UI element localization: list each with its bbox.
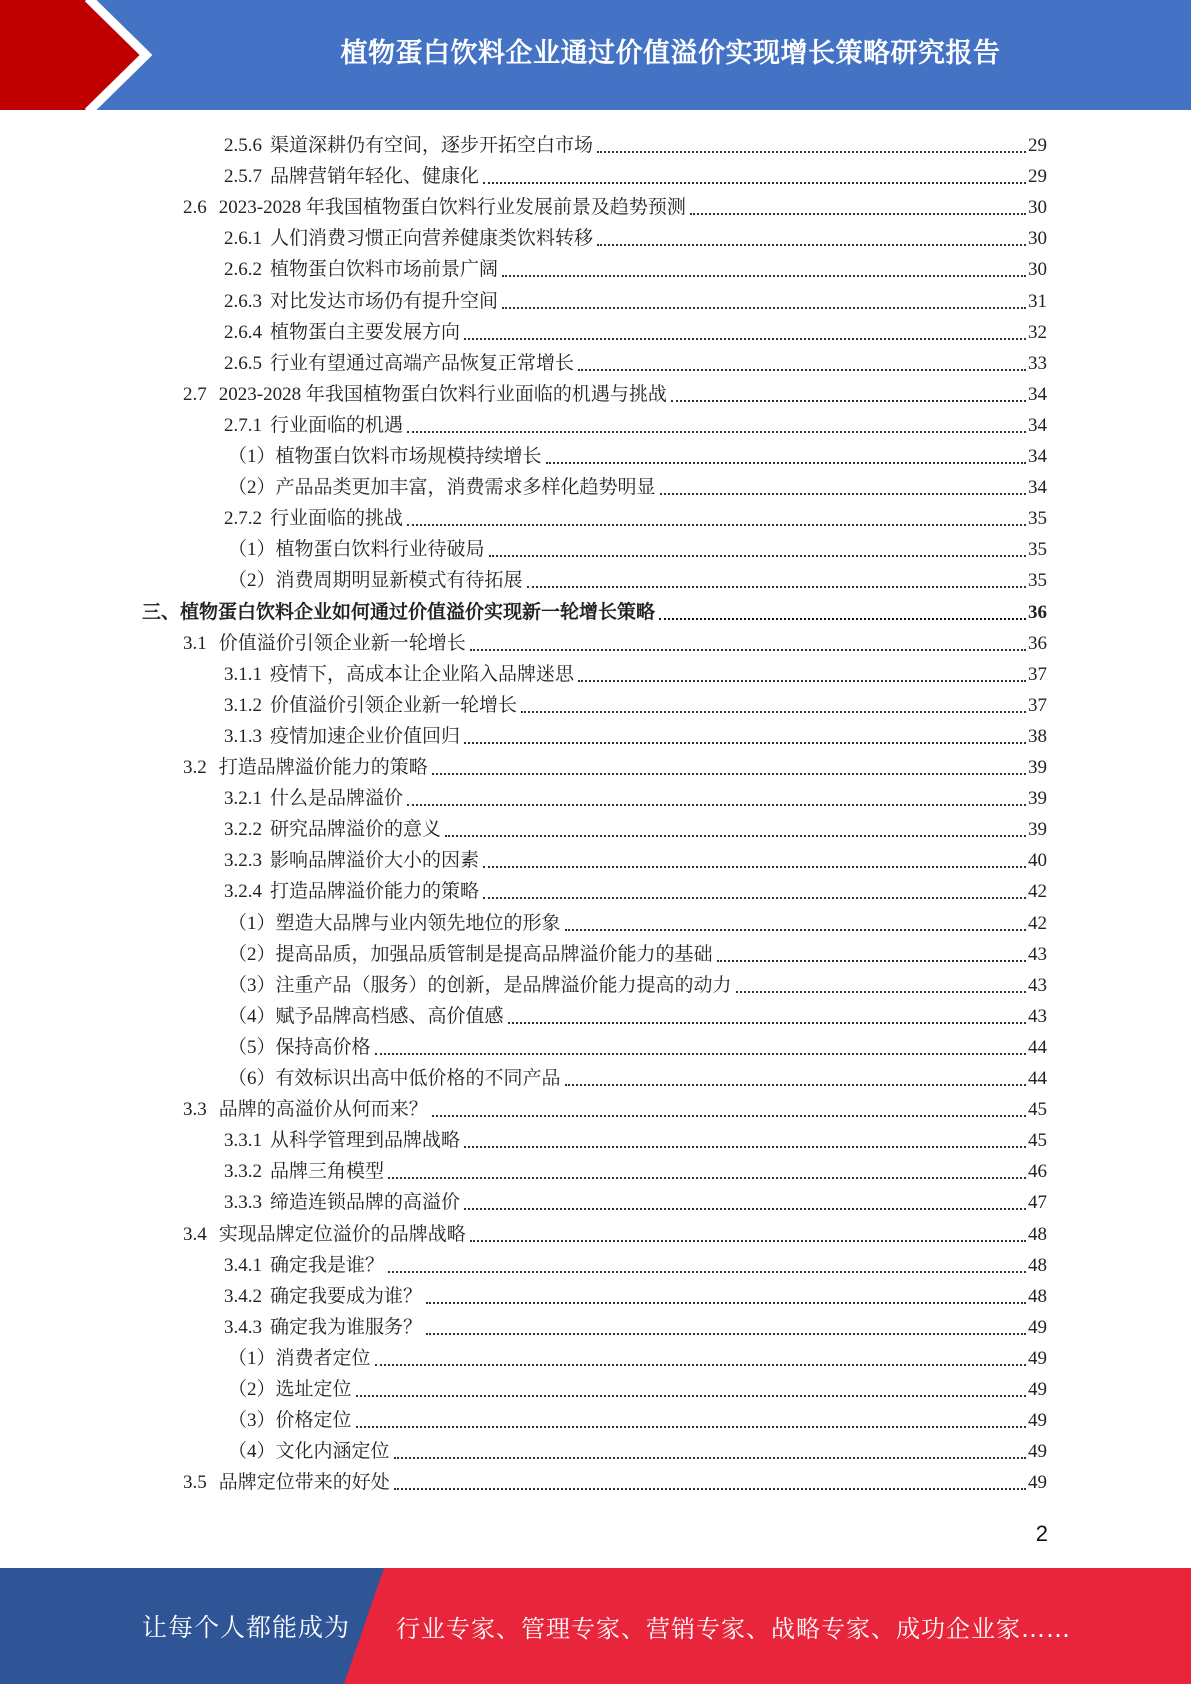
toc-leader-dots — [597, 151, 1026, 153]
toc-leader-dots — [388, 1177, 1026, 1179]
toc-entry-title: 行业有望通过高端产品恢复正常增长 — [270, 352, 575, 374]
toc-entry[interactable] — [224, 127, 1047, 158]
toc-entry-number: 3.1.1 — [224, 663, 262, 685]
toc-entry-page: 35 — [1028, 570, 1047, 592]
toc-entry-number: （2） — [228, 943, 276, 965]
toc-entry-number: 3.3.2 — [224, 1161, 262, 1183]
toc-entry[interactable] — [224, 220, 1047, 251]
toc-entry[interactable] — [228, 967, 1047, 998]
toc-entry-number: （1） — [228, 539, 276, 561]
toc-entry[interactable] — [224, 1278, 1047, 1309]
toc-leader-dots — [565, 1084, 1026, 1086]
toc-entry-page: 44 — [1028, 1036, 1047, 1058]
toc-entry-number: 2.7.1 — [224, 414, 262, 436]
toc-entry-title: 提高品质，加强品质管制是提高品牌溢价能力的基础 — [275, 943, 713, 965]
toc-entry-page: 29 — [1028, 135, 1047, 156]
toc-leader-dots — [565, 929, 1026, 931]
toc-entry[interactable] — [224, 314, 1047, 345]
toc-entry-page: 39 — [1028, 788, 1047, 810]
toc-entry[interactable] — [224, 811, 1047, 842]
toc-entry-title: 影响品牌溢价大小的因素 — [270, 850, 480, 872]
toc-leader-dots — [546, 462, 1026, 464]
toc-entry-number: 2.7.2 — [224, 508, 262, 530]
toc-entry-page: 49 — [1028, 1347, 1047, 1369]
toc-entry-title: 塑造大品牌与业内领先地位的形象 — [275, 912, 561, 934]
toc-entry-number: （5） — [228, 1036, 276, 1058]
header-arrow-icon — [0, 0, 170, 110]
toc-entry-page: 36 — [1028, 632, 1047, 654]
toc-leader-dots — [445, 835, 1026, 837]
toc-entry-number: （6） — [228, 1068, 276, 1089]
toc-entry-page: 35 — [1028, 508, 1047, 530]
toc-entry-title: 对比发达市场仍有提升空间 — [270, 290, 499, 312]
toc-leader-dots — [502, 275, 1026, 277]
toc-entry-number: 2.6.2 — [224, 259, 262, 281]
toc-entry[interactable] — [228, 1340, 1047, 1371]
toc-entry-page: 34 — [1028, 383, 1047, 405]
toc-entry-page: 44 — [1028, 1068, 1047, 1089]
toc-entry-number: （4） — [228, 1005, 276, 1027]
toc-leader-dots — [432, 1115, 1026, 1117]
toc-entry[interactable] — [142, 594, 1047, 625]
toc-entry-number: （3） — [228, 974, 276, 996]
toc-entry[interactable] — [228, 438, 1047, 469]
toc-entry-page: 33 — [1028, 352, 1047, 374]
toc-entry[interactable] — [183, 189, 1047, 220]
toc-entry-number: （2） — [228, 1379, 276, 1400]
toc-entry-title: 行业面临的挑战 — [270, 508, 404, 530]
toc-entry[interactable] — [183, 749, 1047, 780]
toc-entry[interactable] — [224, 1184, 1047, 1215]
toc-entry-title: 品牌营销年轻化、健康化 — [270, 166, 480, 188]
toc-entry-number: 3.5 — [183, 1472, 207, 1494]
toc-entry[interactable] — [228, 469, 1047, 500]
toc-entry-title: 实现品牌定位溢价的品牌战略 — [218, 1223, 466, 1245]
toc-entry-number: 三、 — [142, 601, 181, 623]
toc-entry-page: 34 — [1028, 446, 1047, 467]
toc-entry-title: 从科学管理到品牌战略 — [270, 1130, 461, 1152]
toc-leader-dots — [690, 213, 1026, 215]
toc-entry-number: 3.2.2 — [224, 819, 262, 841]
toc-entry-page: 34 — [1028, 414, 1047, 436]
toc-entry[interactable] — [228, 998, 1047, 1029]
toc-entry-page: 39 — [1028, 757, 1047, 778]
toc-entry[interactable] — [224, 873, 1047, 904]
toc-leader-dots — [464, 1146, 1026, 1148]
toc-entry-title: 行业面临的机遇 — [270, 414, 404, 436]
toc-leader-dots — [597, 244, 1026, 246]
toc-leader-dots — [483, 897, 1026, 899]
toc-entry-title: 植物蛋白饮料行业待破局 — [275, 539, 485, 561]
toc-entry[interactable] — [224, 500, 1047, 531]
toc-leader-dots — [407, 524, 1026, 526]
footer-roles: 行业专家、管理专家、营销专家、战略专家、成功企业家…… — [396, 1614, 1071, 1643]
toc-entry[interactable] — [224, 251, 1047, 282]
report-title: 植物蛋白饮料企业通过价值溢价实现增长策略研究报告 — [340, 37, 1001, 69]
toc-entry-page: 45 — [1028, 1099, 1047, 1121]
toc-entry[interactable] — [224, 1153, 1047, 1184]
toc-entry-title: 价值溢价引领企业新一轮增长 — [218, 632, 466, 654]
toc-leader-dots — [375, 1364, 1026, 1366]
toc-entry-number: 3.2.1 — [224, 788, 262, 810]
toc-entry-title: 植物蛋白饮料市场规模持续增长 — [275, 446, 542, 467]
toc-entry[interactable] — [224, 345, 1047, 376]
toc-entry-number: 3.3.1 — [224, 1130, 262, 1152]
toc-leader-dots — [502, 307, 1026, 309]
toc-entry[interactable] — [183, 625, 1047, 656]
toc-leader-dots — [470, 1240, 1026, 1242]
header-bar — [0, 0, 1191, 110]
toc-leader-dots — [483, 866, 1026, 868]
toc-entry-page: 45 — [1028, 1130, 1047, 1152]
toc-entry-title: 打造品牌溢价能力的策略 — [270, 881, 480, 903]
toc-entry-page: 49 — [1028, 1316, 1047, 1338]
toc-entry-page: 48 — [1028, 1223, 1047, 1245]
toc-entry-number: （1） — [228, 912, 276, 934]
toc-entry-number: 2.5.7 — [224, 166, 262, 188]
toc-leader-dots — [483, 182, 1026, 184]
toc-entry-title: 消费周期明显新模式有待拓展 — [275, 570, 523, 592]
toc-entry-title: 2023-2028 年我国植物蛋白饮料行业面临的机遇与挑战 — [218, 383, 667, 405]
toc-entry-page: 37 — [1028, 663, 1047, 685]
toc-entry-title: 产品品类更加丰富，消费需求多样化趋势明显 — [275, 477, 656, 499]
toc-entry-number: （2） — [228, 570, 276, 592]
toc-entry-number: （4） — [228, 1441, 276, 1463]
toc-entry-title: 打造品牌溢价能力的策略 — [218, 757, 428, 778]
toc-entry-number: 2.6.1 — [224, 228, 262, 250]
toc-entry-number: 3.4.2 — [224, 1285, 262, 1307]
toc-entry[interactable] — [183, 1216, 1047, 1247]
toc-leader-dots — [736, 991, 1026, 993]
footer-slogan: 让每个人都能成为 — [142, 1613, 351, 1642]
toc-leader-dots — [426, 1302, 1026, 1304]
toc-entry-title: 保持高价格 — [275, 1036, 371, 1058]
toc-entry-number: 2.7 — [183, 383, 207, 405]
toc-entry-number: 3.4.1 — [224, 1254, 262, 1276]
toc-entry-number: 3.2.3 — [224, 850, 262, 872]
toc-entry-page: 31 — [1028, 290, 1047, 312]
toc-entry[interactable] — [228, 1029, 1047, 1060]
toc-entry-title: 赋予品牌高档感、高价值感 — [275, 1005, 504, 1027]
toc-entry-page: 47 — [1028, 1192, 1047, 1214]
toc-entry-title: 渠道深耕仍有空间，逐步开拓空白市场 — [270, 135, 594, 156]
toc-entry-number: （3） — [228, 1410, 276, 1432]
toc-leader-dots — [671, 400, 1026, 402]
toc-entry-number: 2.6.5 — [224, 352, 262, 374]
toc-entry-title: 2023-2028 年我国植物蛋白饮料行业发展前景及趋势预测 — [218, 197, 686, 219]
toc-entry-title: 有效标识出高中低价格的不同产品 — [275, 1068, 561, 1089]
toc-entry-title: 确定我为谁服务？ — [270, 1316, 423, 1338]
toc-entry[interactable] — [224, 780, 1047, 811]
toc-leader-dots — [521, 711, 1026, 713]
toc-entry-title: 品牌的高溢价从何而来？ — [218, 1099, 428, 1121]
toc-leader-dots — [407, 804, 1026, 806]
toc-entry-page: 49 — [1028, 1379, 1047, 1400]
toc-leader-dots — [375, 1053, 1026, 1055]
toc-entry-page: 30 — [1028, 197, 1047, 219]
toc-leader-dots — [660, 493, 1026, 495]
toc-leader-dots — [464, 338, 1026, 340]
toc-leader-dots — [470, 649, 1026, 651]
toc-entry-title: 价格定位 — [275, 1410, 352, 1432]
toc-entry-number: 3.4 — [183, 1223, 207, 1245]
toc-leader-dots — [527, 586, 1026, 588]
toc-entry[interactable] — [228, 1371, 1047, 1402]
toc-leader-dots — [659, 618, 1026, 620]
toc-entry[interactable] — [183, 376, 1047, 407]
toc-entry-number: 3.3 — [183, 1099, 207, 1121]
toc-leader-dots — [578, 369, 1026, 371]
toc-entry[interactable] — [228, 1433, 1047, 1464]
toc-entry-title: 人们消费习惯正向营养健康类饮料转移 — [270, 228, 594, 250]
toc-entry[interactable] — [224, 407, 1047, 438]
toc-entry-number: 2.6 — [183, 197, 207, 219]
toc-leader-dots — [432, 773, 1026, 775]
toc-entry-title: 缔造连锁品牌的高溢价 — [270, 1192, 461, 1214]
toc-entry-title: 品牌三角模型 — [270, 1161, 385, 1183]
toc-entry-title: 确定我要成为谁？ — [270, 1285, 423, 1307]
toc-entry[interactable] — [228, 936, 1047, 967]
toc-entry[interactable] — [228, 562, 1047, 593]
toc-leader-dots — [578, 680, 1026, 682]
toc-leader-dots — [394, 1457, 1026, 1459]
toc-leader-dots — [388, 1271, 1026, 1273]
toc-entry-page: 30 — [1028, 259, 1047, 281]
toc-entry[interactable] — [224, 1122, 1047, 1153]
toc-entry-number: 3.2.4 — [224, 881, 262, 903]
toc-entry-number: 3.1 — [183, 632, 207, 654]
toc-entry-page: 48 — [1028, 1285, 1047, 1307]
toc-entry[interactable] — [224, 842, 1047, 873]
toc-entry-number: 2.5.6 — [224, 135, 262, 156]
toc-entry[interactable] — [224, 1247, 1047, 1278]
toc-entry[interactable] — [228, 1402, 1047, 1433]
toc-entry-title: 注重产品（服务）的创新，是品牌溢价能力提高的动力 — [275, 974, 732, 996]
toc-entry-page: 32 — [1028, 321, 1047, 343]
toc-entry-page: 34 — [1028, 477, 1047, 499]
toc-entry-number: 3.1.3 — [224, 725, 262, 747]
toc-leader-dots — [464, 742, 1026, 744]
toc-entry-title: 选址定位 — [275, 1379, 352, 1400]
footer-bar — [0, 1568, 1191, 1684]
toc-entry-number: 3.3.3 — [224, 1192, 262, 1214]
toc-entry-number: （1） — [228, 446, 276, 467]
toc-entry-title: 研究品牌溢价的意义 — [270, 819, 442, 841]
toc-entry[interactable] — [224, 687, 1047, 718]
toc-entry-title: 确定我是谁？ — [270, 1254, 385, 1276]
toc-entry[interactable] — [224, 158, 1047, 189]
toc-entry[interactable] — [228, 905, 1047, 936]
toc-entry-number: 3.4.3 — [224, 1316, 262, 1338]
toc-entry-title: 疫情加速企业价值回归 — [270, 725, 461, 747]
toc-leader-dots — [717, 960, 1026, 962]
toc-entry-number: 2.6.4 — [224, 321, 262, 343]
toc-entry-title: 什么是品牌溢价 — [270, 788, 404, 810]
toc-entry[interactable] — [183, 1091, 1047, 1122]
toc-entry-page: 30 — [1028, 228, 1047, 250]
toc-entry-page: 43 — [1028, 974, 1047, 996]
toc-entry-title: 价值溢价引领企业新一轮增长 — [270, 694, 518, 716]
toc-entry-page: 42 — [1028, 881, 1047, 903]
toc-entry-page: 29 — [1028, 166, 1047, 188]
toc-entry[interactable] — [228, 531, 1047, 562]
toc-entry-title: 植物蛋白主要发展方向 — [270, 321, 461, 343]
toc-entry-page: 49 — [1028, 1410, 1047, 1432]
toc-entry-page: 46 — [1028, 1161, 1047, 1183]
toc-entry[interactable] — [224, 1309, 1047, 1340]
toc-entry-number: 3.2 — [183, 757, 207, 778]
toc-entry-title: 植物蛋白饮料企业如何通过价值溢价实现新一轮增长策略 — [180, 601, 656, 623]
toc-entry[interactable] — [224, 656, 1047, 687]
toc-entry-number: （2） — [228, 477, 276, 499]
toc-leader-dots — [407, 431, 1026, 433]
toc-entry-page: 35 — [1028, 539, 1047, 561]
toc-entry-page: 49 — [1028, 1472, 1047, 1494]
toc-entry-page: 49 — [1028, 1441, 1047, 1463]
toc-entry-page: 42 — [1028, 912, 1047, 934]
toc-entry-page: 39 — [1028, 819, 1047, 841]
toc-leader-dots — [489, 555, 1026, 557]
toc-entry-number: 2.6.3 — [224, 290, 262, 312]
toc-entry-number: （1） — [228, 1347, 276, 1369]
toc-leader-dots — [394, 1488, 1026, 1490]
toc-entry-title: 疫情下，高成本让企业陷入品牌迷思 — [270, 663, 575, 685]
toc-entry-title: 消费者定位 — [275, 1347, 371, 1369]
page-number: 2 — [1035, 1521, 1048, 1546]
toc-entry-page: 40 — [1028, 850, 1047, 872]
toc-entry-page: 43 — [1028, 1005, 1047, 1027]
toc-entry-page: 38 — [1028, 725, 1047, 747]
toc-entry-title: 植物蛋白饮料市场前景广阔 — [270, 259, 499, 281]
toc-entry-number: 3.1.2 — [224, 694, 262, 716]
toc-leader-dots — [356, 1426, 1026, 1428]
toc-entry[interactable] — [224, 283, 1047, 314]
toc-leader-dots — [426, 1333, 1026, 1335]
toc-entry-page: 48 — [1028, 1254, 1047, 1276]
toc-entry-page: 36 — [1028, 601, 1047, 623]
toc-leader-dots — [464, 1208, 1026, 1210]
toc-entry[interactable] — [183, 1464, 1047, 1495]
toc-leader-dots — [356, 1395, 1026, 1397]
toc-entry-title: 品牌定位带来的好处 — [218, 1472, 390, 1494]
toc-entry[interactable] — [224, 718, 1047, 749]
toc-entry[interactable] — [228, 1060, 1047, 1091]
toc-entry-page: 37 — [1028, 694, 1047, 716]
toc-entry-page: 43 — [1028, 943, 1047, 965]
toc-entry-title: 文化内涵定位 — [275, 1441, 390, 1463]
toc-leader-dots — [508, 1022, 1026, 1024]
